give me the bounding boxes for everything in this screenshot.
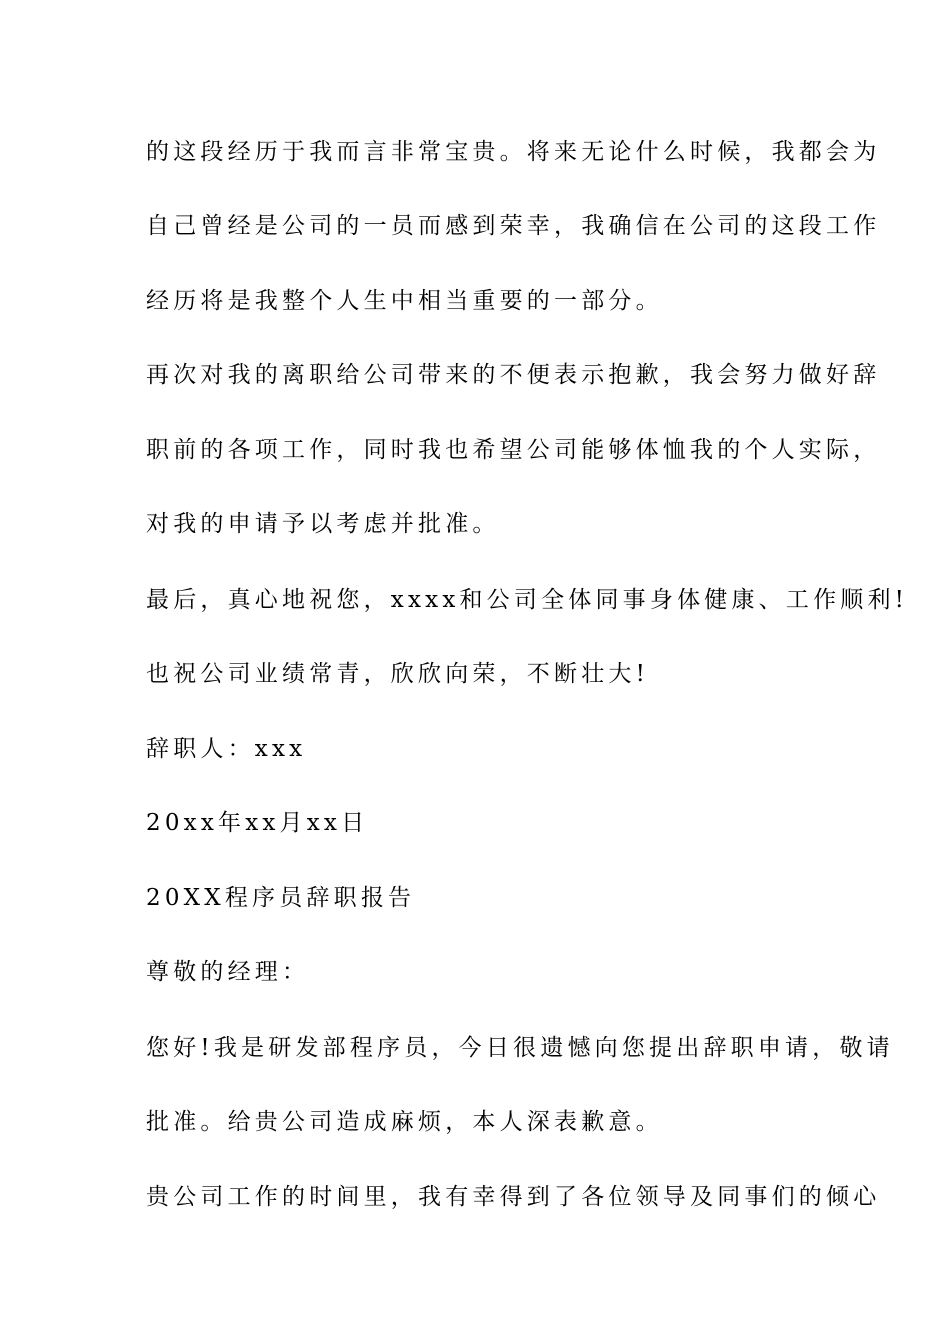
text-line: 再次对我的离职给公司带来的不便表示抱歉，我会努力做好辞 [146, 362, 881, 388]
text-line: 也祝公司业绩常青，欣欣向荣，不断壮大! [146, 661, 650, 687]
date-line: 20xx年xx月xx日 [146, 810, 369, 836]
text-line: 最后，真心地祝您，xxxx和公司全体同事身体健康、工作顺利! [146, 587, 909, 613]
text-line: 批准。给贵公司造成麻烦，本人深表歉意。 [146, 1109, 663, 1135]
text-line: 贵公司工作的时间里，我有幸得到了各位领导及同事们的倾心 [146, 1184, 881, 1210]
text-line: 职前的各项工作，同时我也希望公司能够体恤我的个人实际， [146, 437, 881, 463]
text-line: 的这段经历于我而言非常宝贵。将来无论什么时候，我都会为 [146, 139, 881, 165]
salutation-line: 尊敬的经理： [146, 959, 310, 985]
text-line: 自己曾经是公司的一员而感到荣幸，我确信在公司的这段工作 [146, 213, 881, 239]
signer-line: 辞职人：xxx [146, 736, 307, 762]
text-line: 对我的申请予以考虑并批准。 [146, 511, 500, 537]
text-line: 经历将是我整个人生中相当重要的一部分。 [146, 288, 663, 314]
text-line: 您好!我是研发部程序员，今日很遗憾向您提出辞职申请，敬请 [146, 1035, 894, 1061]
section-title: 20XX程序员辞职报告 [146, 885, 416, 911]
